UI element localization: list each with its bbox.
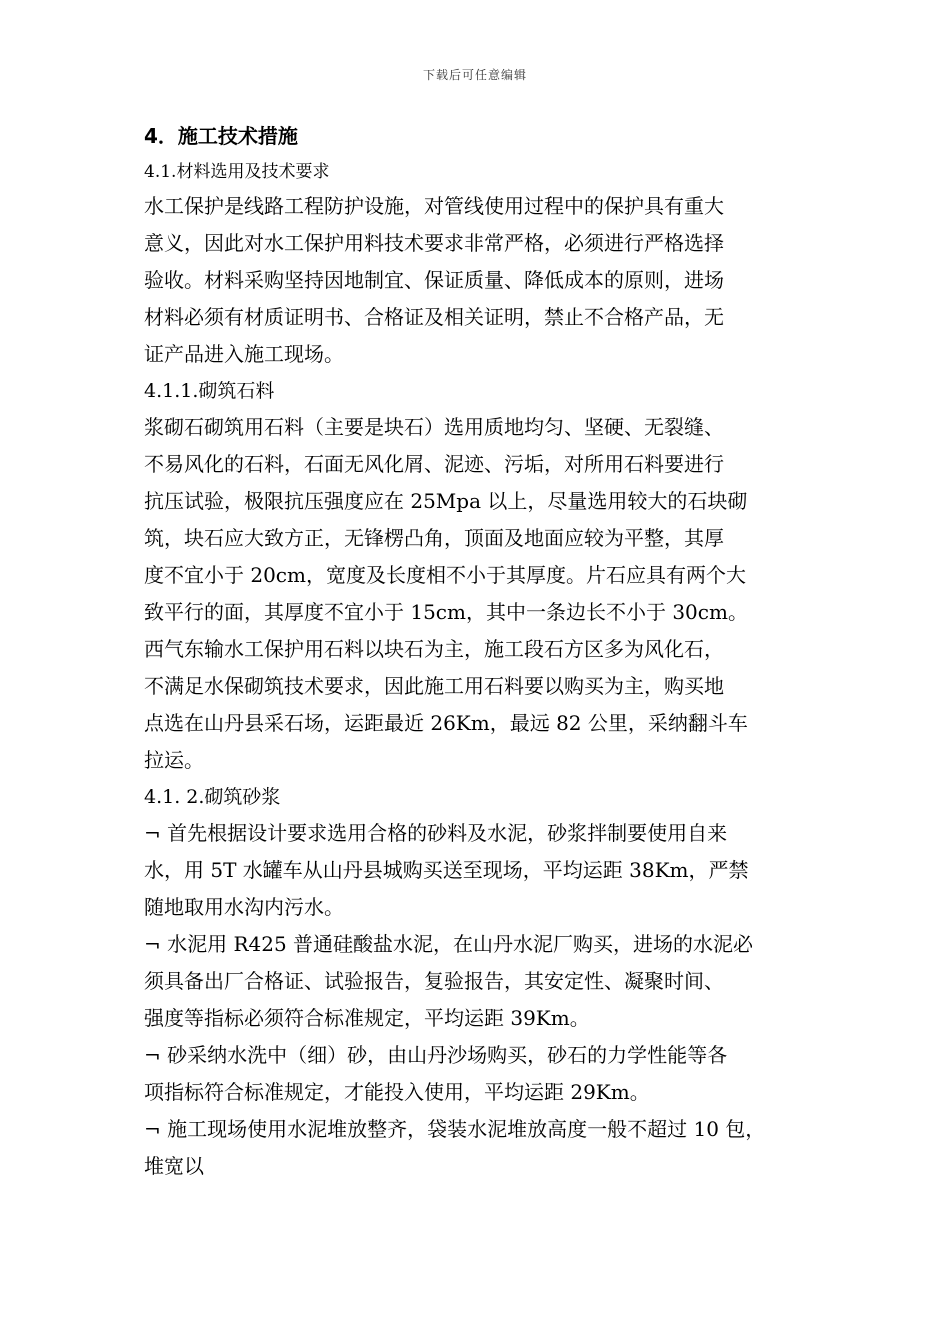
text-line: ¬ 首先根据设计要求选用合格的砂料及水泥，砂浆拌制要使用自来 <box>144 821 728 845</box>
header-note: 下载后可任意编辑 <box>422 68 527 82</box>
text-line: 须具备出厂合格证、试验报告，复验报告，其安定性、凝聚时间、 <box>144 969 724 993</box>
text-line: 筑，块石应大致方正，无锋楞凸角，顶面及地面应较为平整，其厚 <box>144 526 724 550</box>
text-line: 水，用 5T 水罐车从山丹县城购买送至现场，平均运距 38Km，严禁 <box>144 858 749 882</box>
text-line: 堆宽以 <box>144 1154 204 1178</box>
text-line: ¬ 砂采纳水洗中（细）砂，由山丹沙场购买，砂石的力学性能等各 <box>144 1043 728 1067</box>
text-line: 拉运。 <box>144 748 204 772</box>
text-line: 材料必须有材质证明书、合格证及相关证明，禁止不合格产品，无 <box>144 305 724 329</box>
stone-paragraph <box>144 409 812 779</box>
text-line: 致平行的面，其厚度不宜小于 15cm，其中一条边长不小于 30cm。 <box>144 600 748 624</box>
text-line: 随地取用水沟内污水。 <box>144 895 344 919</box>
text-line: 验收。材料采购坚持因地制宜、保证质量、降低成本的原则，进场 <box>144 268 724 292</box>
subsection-heading-4-1: 4.1.材料选用及技术要求 <box>144 162 330 182</box>
subsection-heading-4-1-1: 4.1.1.砌筑石料 <box>144 380 275 402</box>
text-line: 水工保护是线路工程防护设施，对管线使用过程中的保护具有重大 <box>144 194 724 218</box>
text-line: 强度等指标必须符合标准规定，平均运距 39Km。 <box>144 1006 590 1030</box>
subsection-heading-4-1-2: 4.1. 2.砌筑砂浆 <box>144 786 281 808</box>
text-line: 不满足水保砌筑技术要求，因此施工用石料要以购买为主，购买地 <box>144 674 724 698</box>
text-line: 浆砌石砌筑用石料（主要是块石）选用质地均匀、坚硬、无裂缝、 <box>144 415 724 439</box>
text-line: ¬ 水泥用 R425 普通硅酸盐水泥，在山丹水泥厂购买，进场的水泥必 <box>144 932 754 956</box>
document-body <box>144 120 812 1185</box>
text-line: 证产品进入施工现场。 <box>144 342 344 366</box>
section-title: 4．施工技术措施 <box>144 124 298 148</box>
text-line: 西气东输水工保护用石料以块石为主，施工段石方区多为风化石， <box>144 637 724 661</box>
text-line: 项指标符合标准规定，才能投入使用，平均运距 29Km。 <box>144 1080 650 1104</box>
text-line: 度不宜小于 20cm，宽度及长度相不小于其厚度。片石应具有两个大 <box>144 563 746 587</box>
mortar-paragraph <box>144 815 812 1185</box>
text-line: 点选在山丹县采石场，运距最近 26Km，最远 82 公里，采纳翻斗车 <box>144 711 748 735</box>
text-line: ¬ 施工现场使用水泥堆放整齐，袋装水泥堆放高度一般不超过 10 包， <box>144 1117 766 1141</box>
text-line: 意义，因此对水工保护用料技术要求非常严格，必须进行严格选择 <box>144 231 724 255</box>
text-line: 不易风化的石料，石面无风化屑、泥迹、污垢，对所用石料要进行 <box>144 452 724 476</box>
text-line: 抗压试验，极限抗压强度应在 25Mpa 以上，尽量选用较大的石块砌 <box>144 489 748 513</box>
intro-paragraph <box>144 188 812 373</box>
